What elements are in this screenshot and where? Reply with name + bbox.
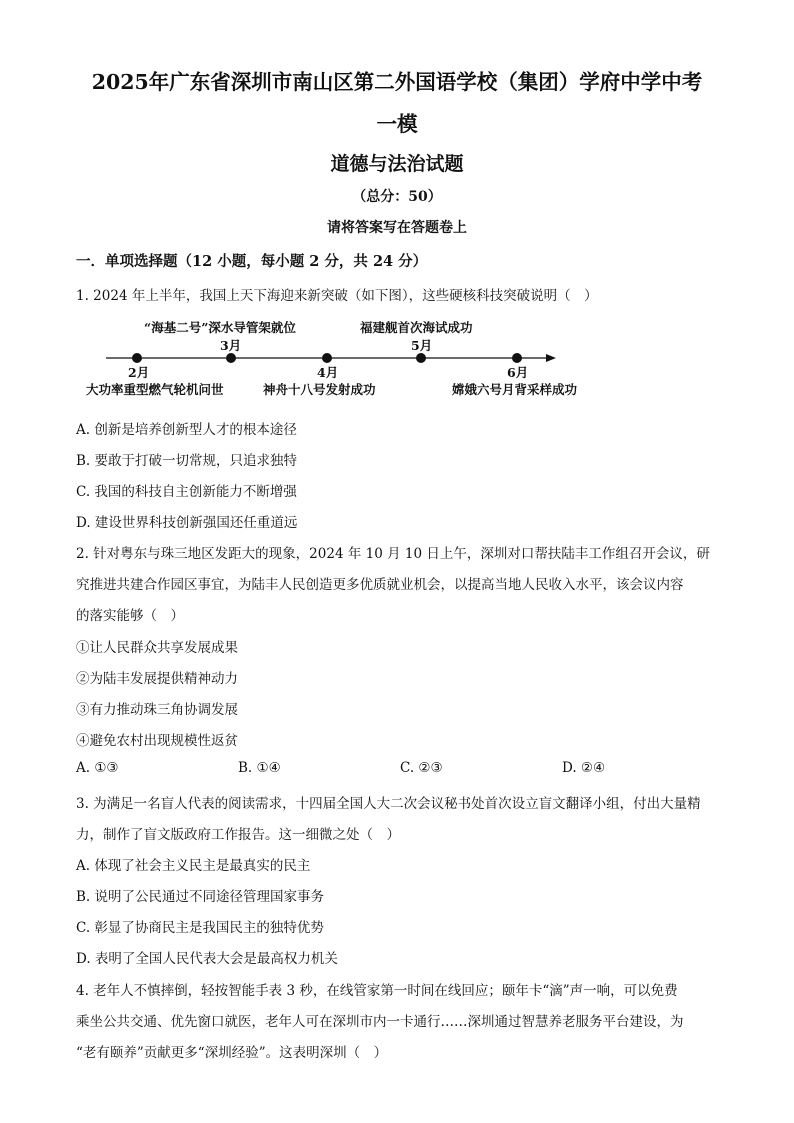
timeline-month-feb: 2月 [128,365,150,380]
subject-title: 道德与法治试题 [330,153,464,175]
section-heading: 一．单项选择题（12 小题，每小题 2 分，共 24 分） [76,253,428,270]
q1-option-d: D. 建设世界科技创新强国还任重道远 [76,515,298,531]
timeline-event-may: 福建舰首次海试成功 [360,320,473,335]
q1-stem: 1. 2024 年上半年，我国上天下海迎来新突破（如下图），这些硬核科技突破说明（ ） [76,288,598,304]
q3-stem-line2: 力，制作了盲文版政府工作报告。这一细微之处（ ） [76,827,400,843]
q3-option-a: A. 体现了社会主义民主是最真实的民主 [76,858,311,874]
timeline-month-apr: 4月 [317,365,339,380]
q2-choice-b: B. ①④ [238,760,281,776]
timeline-event-jun: 嫦娥六号月背采样成功 [452,382,578,397]
q2-stem-line2: 究推进共建合作园区事宜，为陆丰人民创造更多优质就业机会，以提高当地人民收入水平，该会议内容 [76,577,684,593]
q2-stem-line3: 的落实能够（ ） [76,608,184,624]
q3-option-b: B. 说明了公民通过不同途径管理国家事务 [76,889,325,905]
q3-stem-line1: 3. 为满足一名盲人代表的阅读需求，十四届全国人大二次会议秘书处首次设立盲文翻译小组，付出大量精 [76,796,701,812]
q2-choice-a: A. ①③ [76,760,119,776]
q2-item-3: ③有力推动珠三角协调发展 [76,702,238,718]
q3-option-c: C. 彰显了协商民主是我国民主的独特优势 [76,920,324,936]
timeline-event-apr: 神舟十八号发射成功 [263,382,376,397]
q1-option-a: A. 创新是培养创新型人才的根本途径 [76,422,297,438]
q2-item-2: ②为陆丰发展提供精神动力 [76,671,238,687]
timeline-event-feb: 大功率重型燃气轮机问世 [86,382,224,397]
answer-notice: 请将答案写在答题卷上 [327,220,467,236]
q2-choice-c: C. ②③ [400,760,443,776]
q4-stem-line1: 4. 老年人不慎摔倒，轻按智能手表 3 秒，在线管家第一时间在线回应；颐年卡“滴”声一响，可以免费 [76,983,678,999]
total-score: （总分：50） [352,189,442,205]
q4-stem-line2: 乘坐公共交通、优先窗口就医，老年人可在深圳市内一卡通行……深圳通过智慧养老服务平台建设，为 [76,1014,684,1030]
timeline-month-jun: 6月 [507,365,529,380]
exam-title-line1: 2025年广东省深圳市南山区第二外国语学校（集团）学府中学中考 [91,70,703,94]
timeline-month-may: 5月 [411,338,433,353]
q4-stem-line3: “老有颐养”贡献更多“深圳经验”。这表明深圳（ ） [76,1045,388,1061]
timeline-event-mar: “海基二号”深水导管架就位 [144,320,296,335]
q1-option-b: B. 要敢于打破一切常规，只追求独特 [76,453,298,469]
q2-item-4: ④避免农村出现规模性返贫 [76,733,238,749]
exam-title-line2: 一模 [376,112,418,136]
q2-item-1: ①让人民群众共享发展成果 [76,640,238,656]
timeline-month-mar: 3月 [220,338,242,353]
q3-option-d: D. 表明了全国人民代表大会是最高权力机关 [76,951,338,967]
q1-option-c: C. 我国的科技自主创新能力不断增强 [76,484,297,500]
q2-stem-line1: 2. 针对粤东与珠三地区发距大的现象，2024 年 10 月 10 日上午，深圳对口帮扶陆丰工作组召开会议，研 [76,546,710,562]
q2-choice-d: D. ②④ [562,760,606,776]
